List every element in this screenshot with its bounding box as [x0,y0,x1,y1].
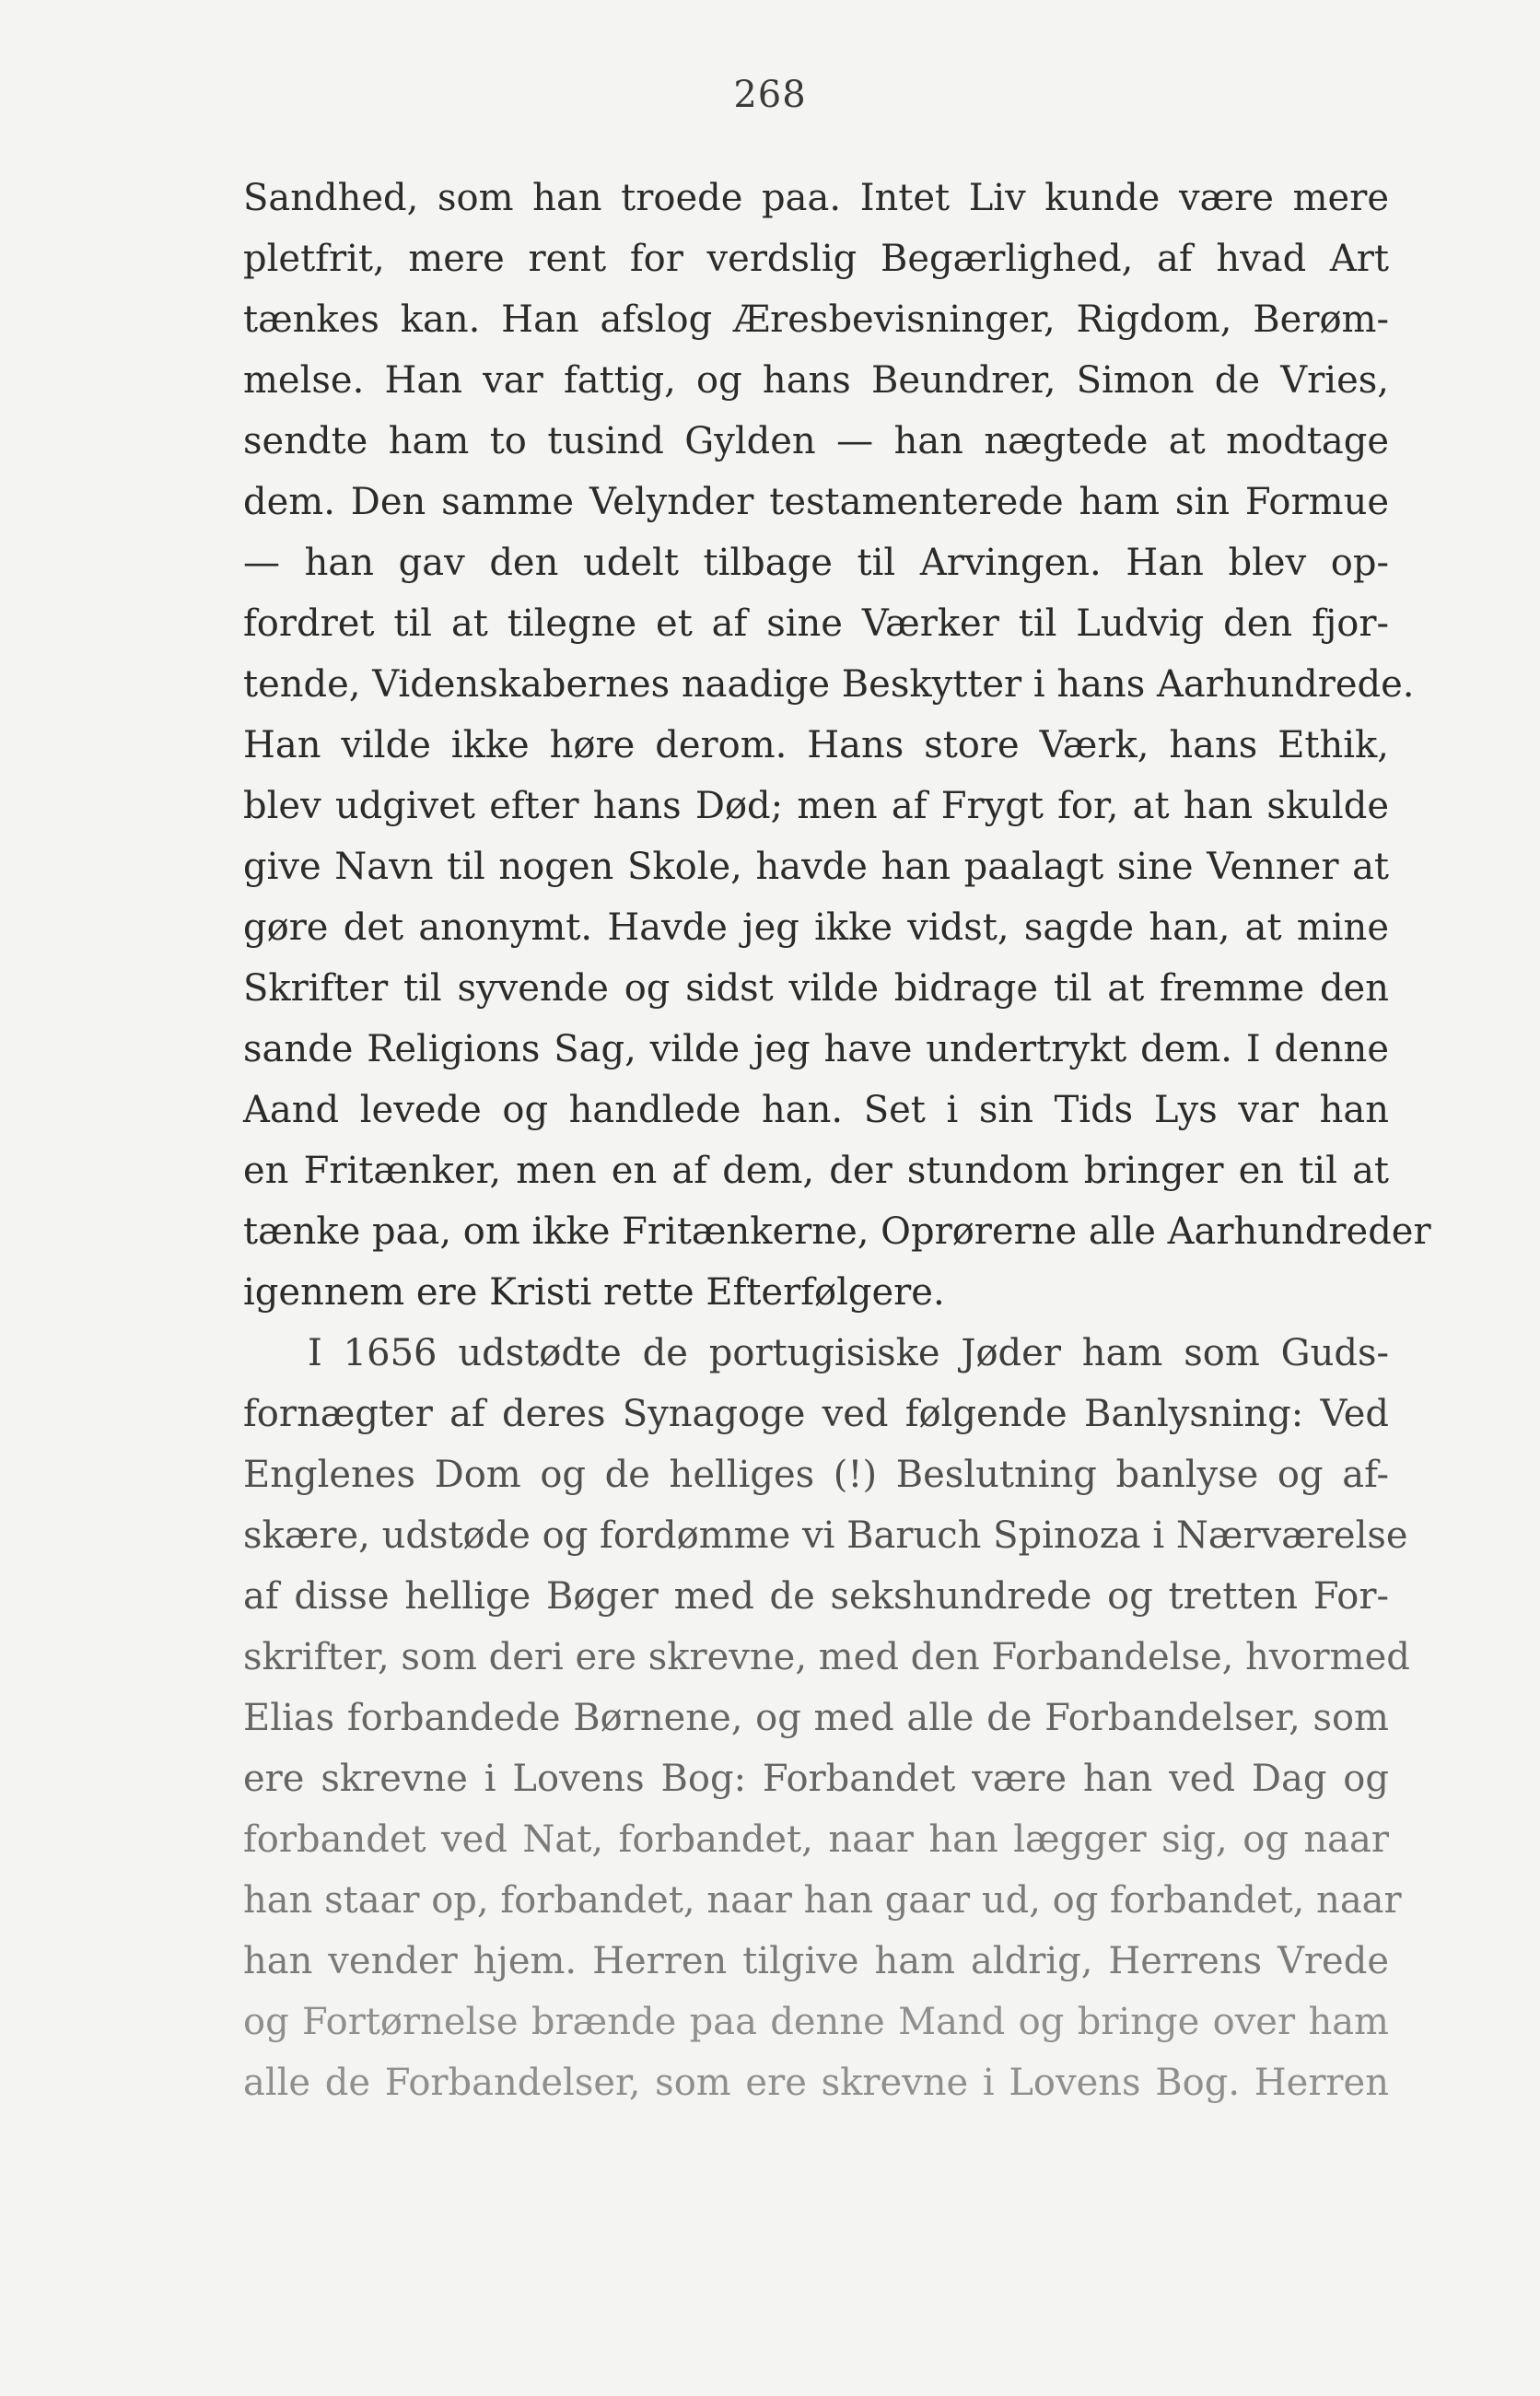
text-line: sande Religions Sag, vilde jeg have undertrykt dem. I denne [243,1028,1389,1070]
text-line: fornægter af deres Synagoge ved følgende Banlysning: Ved [243,1393,1389,1435]
text-line: han vender hjem. Herren tilgive ham aldrig, Herrens Vrede [243,1940,1389,1982]
text-line: skrifter, som deri ere skrevne, med den Forbandelse, hvormed [243,1636,1410,1678]
text-line: tende, Videnskabernes naadige Beskytter i hans Aarhundrede. [243,663,1415,706]
text-line: sendte ham to tusind Gylden — han nægtede at modtage [243,420,1389,462]
text-line: fordret til at tilegne et af sine Værker til Ludvig den fjor- [243,602,1389,645]
body-text [243,168,1431,2113]
text-line: I 1656 udstødte de portugisiske Jøder ham som Guds- [308,1332,1389,1374]
text-line: af disse hellige Bøger med de sekshundrede og tretten For- [243,1575,1389,1618]
text-line: ere skrevne i Lovens Bog: Forbandet være han ved Dag og [243,1758,1389,1800]
text-line: gøre det anonymt. Havde jeg ikke vidst, sagde han, at mine [243,906,1389,949]
text-line: give Navn til nogen Skole, havde han paalagt sine Venner at [243,846,1389,888]
text-line: og Fortørnelse brænde paa denne Mand og bringe over ham [243,2001,1389,2043]
text-line: — han gav den udelt tilbage til Arvingen. Han blev op- [243,542,1389,584]
text-line: dem. Den samme Velynder testamenterede ham sin Formue [243,481,1389,523]
text-line: Sandhed, som han troede paa. Intet Liv kunde være mere [243,177,1389,219]
text-line: Skrifter til syvende og sidst vilde bidrage til at fremme den [243,967,1389,1010]
page-number: 268 [733,74,807,116]
text-line: blev udgivet efter hans Død; men af Frygt for, at han skulde [243,785,1389,827]
text-line: tænke paa, om ikke Fritænkerne, Oprørerne alle Aarhundreder [243,1210,1431,1253]
text-line: tænkes kan. Han afslog Æresbevisninger, Rigdom, Berøm- [243,298,1389,341]
text-line: Aand levede og handlede han. Set i sin Tids Lys var han [243,1089,1389,1131]
text-line: pletfrit, mere rent for verdslig Begærlighed, af hvad Art [243,238,1389,280]
text-line: forbandet ved Nat, forbandet, naar han lægger sig, og naar [243,1818,1389,1861]
text-line: Han vilde ikke høre derom. Hans store Værk, hans Ethik, [243,724,1389,766]
text-line: han staar op, forbandet, naar han gaar ud, og forbandet, naar [243,1879,1402,1922]
text-line: melse. Han var fattig, og hans Beundrer, Simon de Vries, [243,359,1389,402]
text-line: igennem ere Kristi rette Efterfølgere. [243,1271,945,1314]
text-line: en Fritænker, men en af dem, der stundom bringer en til at [243,1150,1389,1192]
text-line: skære, udstøde og fordømme vi Baruch Spinoza i Nærværelse [243,1514,1408,1557]
text-line: Elias forbandede Børnene, og med alle de Forbandelser, som [243,1697,1389,1739]
text-line: Englenes Dom og de helliges (!) Beslutning banlyse og af- [243,1454,1389,1496]
text-line: alle de Forbandelser, som ere skrevne i Lovens Bog. Herren [243,2062,1389,2104]
